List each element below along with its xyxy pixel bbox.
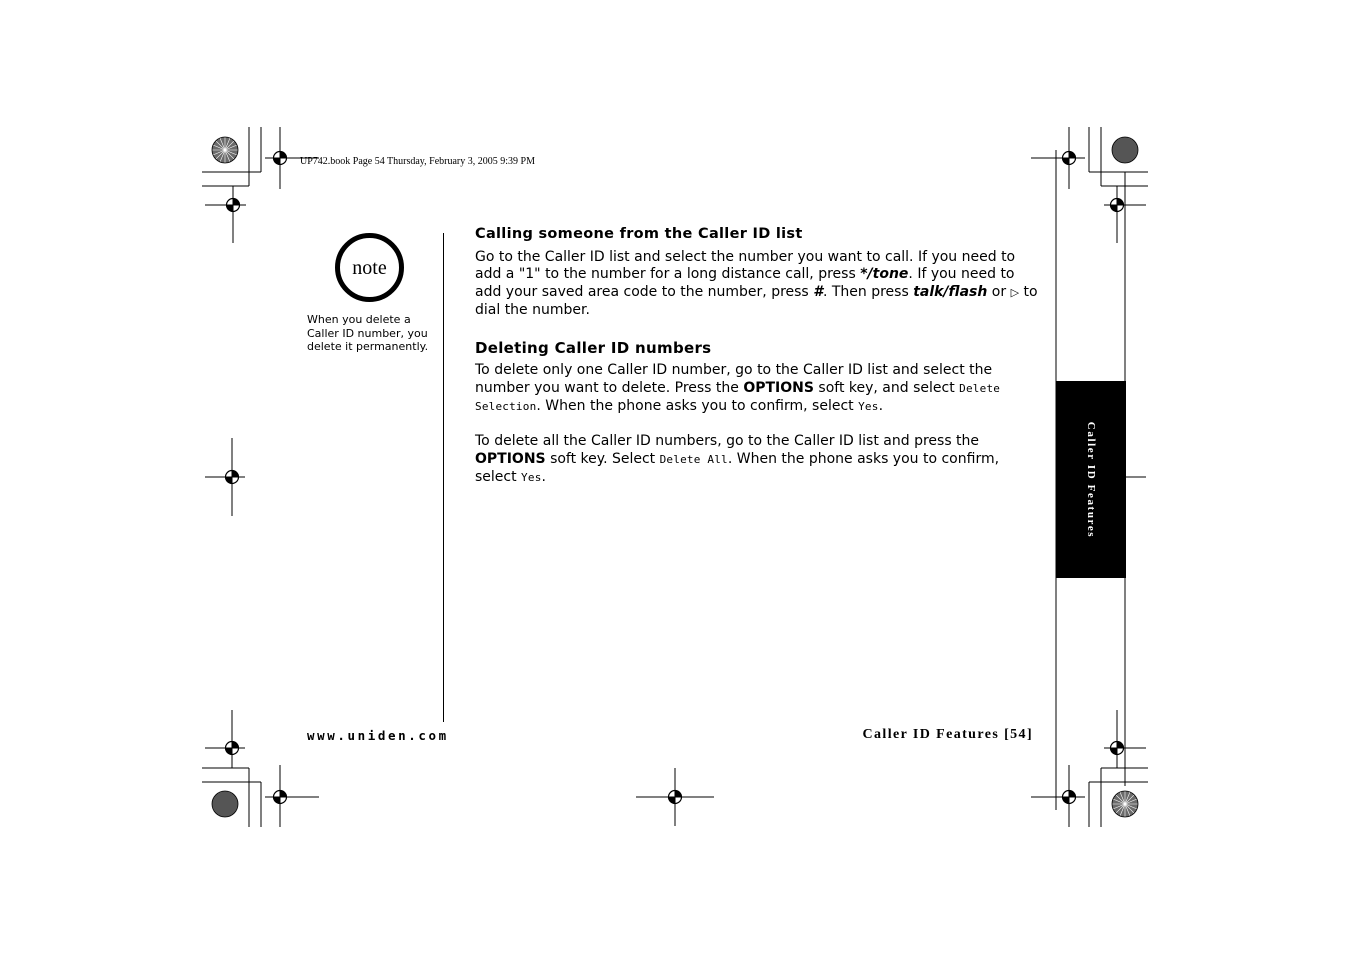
- section-tab: [1056, 381, 1126, 578]
- key-tone: */tone: [860, 266, 909, 283]
- paragraph-delete-all: [475, 433, 1045, 486]
- lcd-yes: Yes: [521, 470, 542, 484]
- right-arrow-icon: ▷: [1010, 286, 1020, 300]
- text-run: .: [541, 468, 546, 485]
- text-run: . When the phone asks you to confirm, select: [536, 397, 859, 414]
- section-heading-calling: Calling someone from the Caller ID list: [475, 226, 803, 242]
- section-tab-label: Caller ID Features: [1085, 421, 1097, 538]
- section-heading-deleting: Deleting Caller ID numbers: [475, 338, 712, 357]
- key-talk-flash: talk/flash: [913, 284, 988, 301]
- paragraph-delete-one: [475, 362, 1045, 415]
- key-options: OPTIONS: [743, 379, 814, 396]
- main-content: [475, 226, 1045, 486]
- note-badge-label: note: [352, 257, 387, 279]
- footer-website: www.uniden.com: [307, 728, 449, 743]
- text-run: soft key. Select: [545, 451, 660, 468]
- lcd-yes: Yes: [858, 399, 879, 413]
- text-run: . Then press: [822, 284, 914, 301]
- key-pound: #: [813, 284, 823, 301]
- key-options: OPTIONS: [475, 451, 546, 468]
- note-text: When you delete a Caller ID number, you delete it permanently.: [307, 313, 429, 353]
- text-run: . When the phone asks you to confirm, select: [475, 451, 1000, 485]
- footer-page-label: Caller ID Features [54]: [862, 727, 1033, 742]
- text-run: or: [987, 284, 1011, 301]
- text-run: Go to the Caller ID list and select the number you want to call. If you need to add a "1" to the number for a long distance call, press: [475, 248, 1016, 283]
- paragraph-calling: [475, 249, 1045, 320]
- text-run: .: [878, 397, 884, 414]
- column-divider: [443, 233, 444, 722]
- text-run: soft key, and select: [813, 379, 960, 396]
- print-header: UP742.book Page 54 Thursday, February 3, 2005 9:39 PM: [300, 156, 535, 167]
- text-run: To delete only one Caller ID number, go to the Caller ID list and select the number you want to delete. Press the: [475, 362, 993, 396]
- text-run: . If you need to add your saved area code to the number, press: [475, 266, 1015, 301]
- lcd-delete-selection: Delete Selection: [475, 381, 1001, 413]
- text-run: To delete all the Caller ID numbers, go to the Caller ID list and press the: [475, 433, 980, 450]
- lcd-delete-all: Delete All: [659, 453, 728, 467]
- note-icon: [334, 232, 405, 303]
- text-run: to dial the number.: [475, 284, 1038, 318]
